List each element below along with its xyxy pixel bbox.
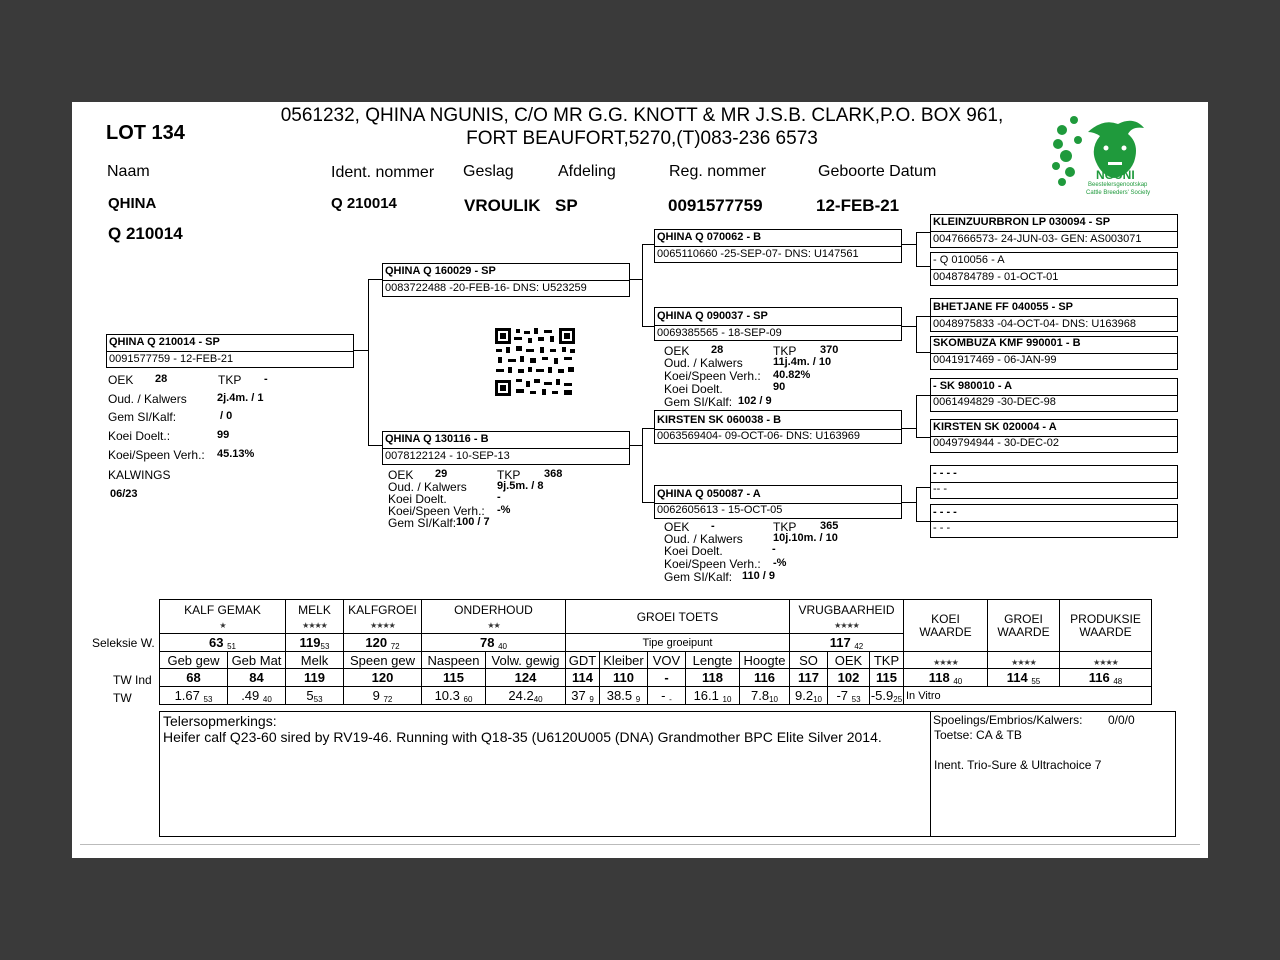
gg-title: KIRSTEN SK 020004 - A <box>933 421 1057 433</box>
sd-tkp-value: 370 <box>820 344 839 356</box>
seleksie-label: Seleksie W. <box>92 636 155 650</box>
col-groei-toets: GROEI TOETS <box>566 600 790 634</box>
dam-title: QHINA Q 130116 - B <box>385 433 489 445</box>
animal-name: QHINA <box>108 195 157 212</box>
ds-title: KIRSTEN SK 060038 - B <box>657 414 782 426</box>
animal-sex: VROULIK <box>464 196 541 215</box>
dam-speen-value: -% <box>497 504 511 516</box>
dd-tkp-label: TKP <box>773 520 797 534</box>
tw-value: 1.67 53 <box>160 687 228 705</box>
col-vrugbaarheid: VRUGBAARHEID ★★★★ <box>790 600 904 634</box>
col-oek: OEK <box>828 652 870 669</box>
subject-title: QHINA Q 210014 - SP <box>109 336 220 348</box>
inent: Inent. Trio-Sure & Ultrachoice 7 <box>934 758 1102 772</box>
sire-title: QHINA Q 160029 - SP <box>385 265 496 277</box>
toetse: Toetse: CA & TB <box>934 728 1022 742</box>
sel-melk: 11953 <box>286 634 344 652</box>
dam-koei-label: Koei Doelt. <box>388 492 447 506</box>
dd-oek-label: OEK <box>664 520 690 534</box>
sel-kalfgroei: 120 72 <box>344 634 422 652</box>
ss-detail: 0065110660 -25-SEP-07- DNS: U147561 <box>657 248 859 260</box>
col-melk-2: Melk <box>286 652 344 669</box>
tw-value: 7.810 <box>740 687 790 705</box>
twind-value: 102 <box>828 669 870 687</box>
dd-oek-value: - <box>711 520 715 532</box>
sd-oek-label: OEK <box>664 344 690 358</box>
dam-speen-label: Koei/Speen Verh.: <box>388 504 485 518</box>
tw-value: - - <box>648 687 686 705</box>
dam-gem-value: 100 / 7 <box>456 516 490 528</box>
ebv-table <box>159 599 1152 705</box>
dam-koei-value: - <box>497 491 501 503</box>
gg-detail: -- - <box>933 483 948 495</box>
twind-value: 119 <box>286 669 344 687</box>
dd-oud-label: Oud. / Kalwers <box>664 532 743 546</box>
sd-koei-label: Koei Doelt. <box>664 382 723 396</box>
dam-detail: 0078122124 - 10-SEP-13 <box>385 450 510 462</box>
gg-title: KLEINZUURBRON LP 030094 - SP <box>933 216 1111 228</box>
subject-oek-value: 28 <box>155 373 168 385</box>
dam-box <box>382 431 630 465</box>
label-afdeling: Afdeling <box>558 163 616 180</box>
gg-detail: 0048784789 - 01-OCT-01 <box>933 271 1059 283</box>
tw-value: -7 53 <box>828 687 870 705</box>
col-lengte: Lengte <box>686 652 740 669</box>
gg-box-2 <box>930 252 1178 286</box>
col-produksie-waarde: PRODUKSIE WAARDE <box>1060 600 1152 652</box>
tw-value: 37 9 <box>566 687 600 705</box>
dd-box <box>654 485 902 519</box>
star-rating-icon: ★★★★ <box>1093 657 1118 667</box>
twind-value: - <box>648 669 686 687</box>
star-rating-icon: ★★★★ <box>834 620 859 630</box>
twind-value: 118 <box>686 669 740 687</box>
sd-title: QHINA Q 090037 - SP <box>657 310 768 322</box>
tw-value: 24.240 <box>486 687 566 705</box>
col-gdt: GDT <box>566 652 600 669</box>
bull-head-icon <box>1048 110 1158 202</box>
logo-sub-1: Beestelersgenootskap <box>1088 182 1148 188</box>
spoelings-label: Spoelings/Embrios/Kalwers: <box>933 713 1083 727</box>
logo-sub-2: Cattle Breeders' Society <box>1086 190 1151 196</box>
twind-value: 114 <box>566 669 600 687</box>
col-speen-gew: Speen gew <box>344 652 422 669</box>
twind-value: 68 <box>160 669 228 687</box>
tw-value: 16.1 10 <box>686 687 740 705</box>
dd-speen-value: -% <box>773 557 787 569</box>
gg-title: - SK 980010 - A <box>933 380 1013 392</box>
animal-ident: Q 210014 <box>331 195 397 212</box>
breeder-line-1: 0561232, QHINA NGUNIS, C/O MR G.G. KNOTT & MR J.S.B. CLARK,P.O. BOX 961, <box>280 105 1004 126</box>
gg-detail: 0047666573- 24-JUN-03- GEN: AS003071 <box>933 233 1142 245</box>
twind-value: 115 <box>870 669 904 687</box>
subject-speen-value: 45.13% <box>217 448 255 460</box>
gg-title: SKOMBUZA KMF 990001 - B <box>933 337 1081 349</box>
twind-value: 116 <box>740 669 790 687</box>
sd-tkp-label: TKP <box>773 344 797 358</box>
gg-title: - - - - <box>933 467 957 479</box>
subject-speen-label: Koei/Speen Verh.: <box>108 448 205 462</box>
sd-gem-label: Gem SI/Kalf: <box>664 395 733 409</box>
dd-gem-value: 110 / 9 <box>742 570 776 582</box>
subject-tkp-value: - <box>264 373 268 385</box>
tw-value: 10.3 60 <box>422 687 486 705</box>
sel-onderhoud: 78 40 <box>422 634 566 652</box>
gg-box-5 <box>930 378 1178 412</box>
tw-value: 9.210 <box>790 687 828 705</box>
col-kalf-gemak: KALF GEMAK ★ <box>160 600 286 634</box>
sel-kalf: 63 51 <box>160 634 286 652</box>
sd-speen-label: Koei/Speen Verh.: <box>664 369 761 383</box>
subject-koei-value: 99 <box>217 429 230 441</box>
remarks-text: Heifer calf Q23-60 sired by RV19-46. Running with Q18-35 (U6120U005 (DNA) Grandmother BPC Elite Silver 2014. <box>163 729 882 745</box>
spoelings-value: 0/0/0 <box>1108 713 1135 727</box>
gg-box-1 <box>930 214 1178 248</box>
twind-value: 124 <box>486 669 566 687</box>
star-rating-icon: ★★★★ <box>302 620 327 630</box>
col-melk: MELK ★★★★ <box>286 600 344 634</box>
subject-oek-label: OEK <box>108 373 134 387</box>
dd-gem-label: Gem SI/Kalf: <box>664 570 733 584</box>
dam-oud-value: 9j.5m. / 8 <box>497 480 544 492</box>
tw-value: 9 72 <box>344 687 422 705</box>
remarks-box <box>159 711 1176 837</box>
tw-value: .49 40 <box>228 687 286 705</box>
gg-detail: 0048975833 -04-OCT-04- DNS: U163968 <box>933 318 1137 330</box>
gg-detail: - - - <box>933 522 951 534</box>
subject-kalwings-label: KALWINGS <box>108 468 171 482</box>
twind-groei: 114 55 <box>988 669 1060 687</box>
sel-vrug: 117 42 <box>790 634 904 652</box>
sd-speen-value: 40.82% <box>773 369 811 381</box>
subject-kalwings-value: 06/23 <box>110 488 138 500</box>
twind-value: 115 <box>422 669 486 687</box>
dam-oek-value: 29 <box>435 468 448 480</box>
col-geb-gew: Geb gew <box>160 652 228 669</box>
dd-tkp-value: 365 <box>820 520 839 532</box>
qr-code <box>494 327 576 397</box>
twind-prod: 116 48 <box>1060 669 1152 687</box>
gg-detail: 0061494829 -30-DEC-98 <box>933 396 1056 408</box>
label-geslag: Geslag <box>463 163 514 180</box>
subject-oud-value: 2j.4m. / 1 <box>217 392 264 404</box>
col-hoogte: Hoogte <box>740 652 790 669</box>
sire-box <box>382 263 630 297</box>
in-vitro: In Vitro <box>904 687 1152 705</box>
gg-box-4 <box>930 336 1178 370</box>
sd-oud-label: Oud. / Kalwers <box>664 356 743 370</box>
nguni-logo <box>1048 110 1158 202</box>
dam-tkp-label: TKP <box>497 468 521 482</box>
lot-number: LOT 134 <box>106 122 185 144</box>
dam-oud-label: Oud. / Kalwers <box>388 480 467 494</box>
gg-title: BHETJANE FF 040055 - SP <box>933 301 1073 313</box>
sd-oud-value: 11j.4m. / 10 <box>773 356 832 368</box>
logo-name: NGUNI <box>1096 168 1135 182</box>
remarks-label: Telersopmerkings: <box>163 713 277 729</box>
breeder-line-2: FORT BEAUFORT,5270,(T)083-236 6573 <box>466 128 818 149</box>
col-onderhoud: ONDERHOUD ★★ <box>422 600 566 634</box>
gg-detail: 0041917469 - 06-JAN-99 <box>933 354 1057 366</box>
label-reg: Reg. nommer <box>669 163 766 180</box>
col-volw-gewig: Volw. gewig <box>486 652 566 669</box>
tw-ind-label: TW Ind <box>113 673 152 687</box>
dd-speen-label: Koei/Speen Verh.: <box>664 557 761 571</box>
subject-detail: 0091577759 - 12-FEB-21 <box>109 353 234 365</box>
star-rating-icon: ★★★★ <box>370 620 395 630</box>
dam-tkp-value: 368 <box>544 468 563 480</box>
dd-koei-value: - <box>772 543 776 555</box>
twind-value: 84 <box>228 669 286 687</box>
sd-koei-value: 90 <box>773 381 786 393</box>
dd-koei-label: Koei Doelt. <box>664 544 723 558</box>
col-kalfgroei: KALFGROEI ★★★★ <box>344 600 422 634</box>
col-groei-waarde: GROEI WAARDE <box>988 600 1060 652</box>
dd-detail: 0062605613 - 15-OCT-05 <box>657 504 783 516</box>
dd-title: QHINA Q 050087 - A <box>657 488 761 500</box>
dam-oek-label: OEK <box>388 468 414 482</box>
subject-box <box>106 334 354 368</box>
label-ident: Ident. nommer <box>331 164 435 181</box>
col-kleiber: Kleiber <box>600 652 648 669</box>
label-naam: Naam <box>107 163 150 180</box>
animal-dob: 12-FEB-21 <box>816 196 900 215</box>
tw-value: 38.5 9 <box>600 687 648 705</box>
gg-box-7 <box>930 465 1178 499</box>
ds-detail: 0063569404- 09-OCT-06- DNS: U163969 <box>657 430 861 442</box>
subject-gem-value: / 0 <box>220 410 233 422</box>
twind-koei: 118 40 <box>904 669 988 687</box>
tipe-groeipunt: Tipe groeipunt <box>566 634 790 652</box>
lot-sheet <box>72 102 1208 858</box>
col-geb-mat: Geb Mat <box>228 652 286 669</box>
star-rating-icon: ★ <box>219 620 226 630</box>
sire-detail: 0083722488 -20-FEB-16- DNS: U523259 <box>385 282 587 294</box>
label-geboorte: Geboorte Datum <box>818 163 937 180</box>
twind-value: 110 <box>600 669 648 687</box>
ds-box <box>654 410 902 444</box>
twind-value: 120 <box>344 669 422 687</box>
gg-detail: 0049794944 - 30-DEC-02 <box>933 437 1059 449</box>
gg-box-8 <box>930 504 1178 538</box>
gg-box-6 <box>930 419 1178 453</box>
qr-code-icon <box>494 327 576 397</box>
subject-tkp-label: TKP <box>218 373 242 387</box>
sd-detail: 0069385565 - 18-SEP-09 <box>657 327 782 339</box>
gg-title: - Q 010056 - A <box>933 254 1005 266</box>
sd-gem-value: 102 / 9 <box>738 395 772 407</box>
dam-gem-label: Gem SI/Kalf: <box>388 516 457 530</box>
star-rating-icon: ★★ <box>487 620 500 630</box>
star-rating-icon: ★★★★ <box>1011 657 1036 667</box>
animal-reg: 0091577759 <box>668 196 763 215</box>
subject-gem-label: Gem SI/Kalf: <box>108 410 177 424</box>
dd-oud-value: 10j.10m. / 10 <box>773 532 838 544</box>
subject-koei-label: Koei Doelt.: <box>108 429 171 443</box>
sd-oek-value: 28 <box>711 344 724 356</box>
col-naspeen: Naspeen <box>422 652 486 669</box>
star-rating-icon: ★★★★ <box>933 657 958 667</box>
gg-title: - - - - <box>933 506 957 518</box>
col-koei-waarde: KOEI WAARDE <box>904 600 988 652</box>
animal-section: SP <box>555 196 578 215</box>
tw-label: TW <box>113 691 132 705</box>
tw-value: 553 <box>286 687 344 705</box>
col-vov: VOV <box>648 652 686 669</box>
tw-value: -5.925 <box>870 687 903 704</box>
gg-box-3 <box>930 298 1178 332</box>
subject-oud-label: Oud. / Kalwers <box>108 392 187 406</box>
sd-box <box>654 307 902 341</box>
col-so: SO <box>790 652 828 669</box>
col-tkp: TKP <box>870 652 904 669</box>
ss-box <box>654 229 902 263</box>
twind-value: 117 <box>790 669 828 687</box>
ss-title: QHINA Q 070062 - B <box>657 231 762 243</box>
animal-ident-2: Q 210014 <box>108 224 183 243</box>
